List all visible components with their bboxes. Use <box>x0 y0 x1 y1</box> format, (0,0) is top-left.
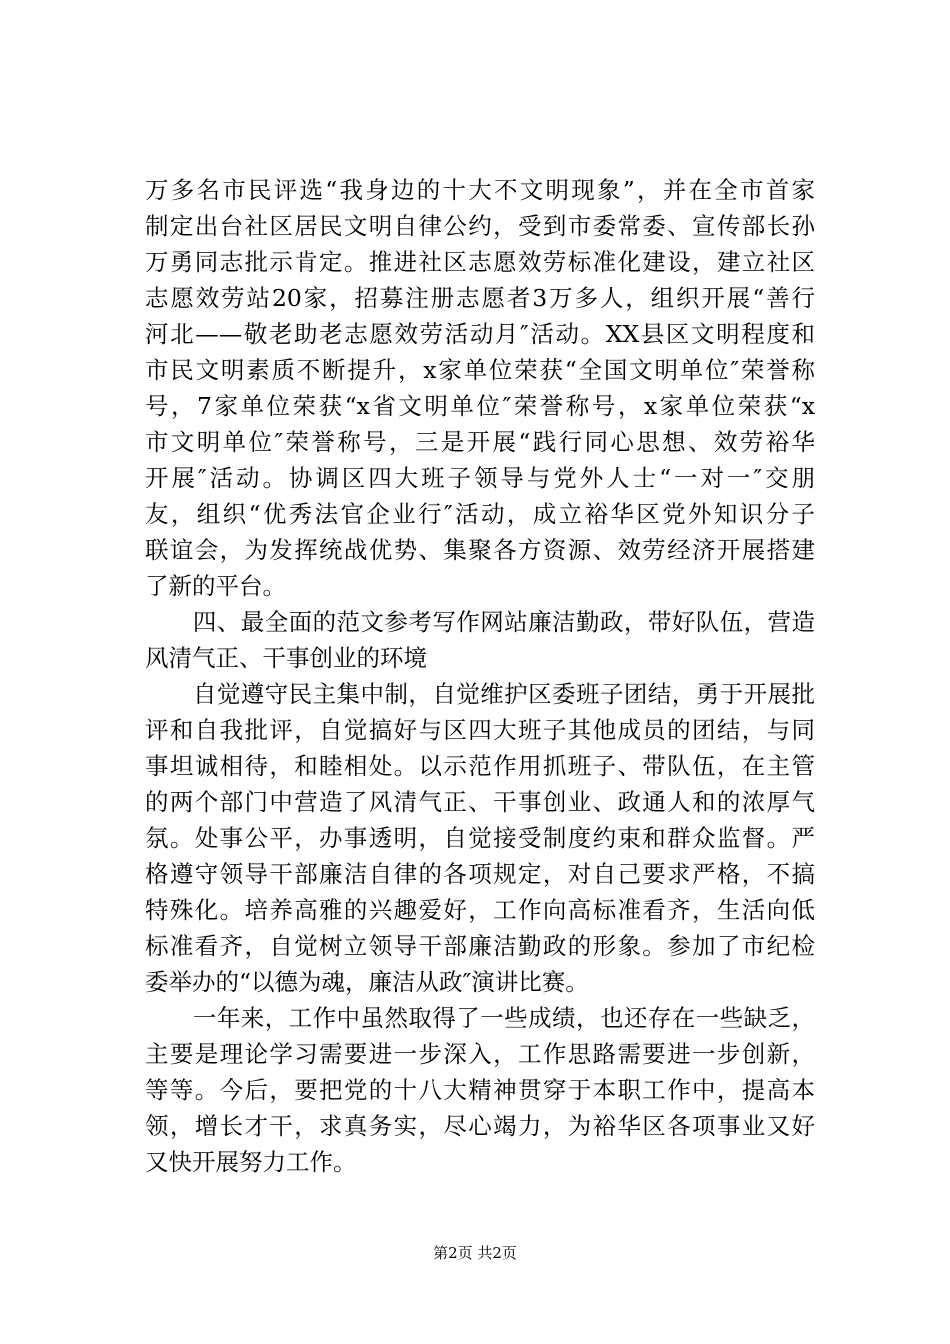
text-line: 标准看齐，自觉树立领导干部廉洁勤政的形象。参加了市纪检 <box>145 932 815 960</box>
text-line: 万勇同志批示肯定。推进社区志愿效劳标准化建设，建立社区 <box>145 248 815 276</box>
text-line: 友，组织“优秀法官企业行″活动，成立裕华区党外知识分子 <box>145 500 815 528</box>
text-line: 氛。处事公平，办事透明，自觉接受制度约束和群众监督。严 <box>145 824 815 852</box>
text-line: 河北——敬老助老志愿效劳活动月″活动。XX县区文明程度和 <box>145 320 815 348</box>
text-line: 风清气正、干事创业的环境 <box>145 644 427 672</box>
text-line: 等等。今后，要把党的十八大精神贯穿于本职工作中，提高本 <box>145 1076 815 1104</box>
text-line: 评和自我批评，自觉搞好与区四大班子其他成员的团结，与同 <box>145 716 815 744</box>
text-line: 市民文明素质不断提升，x家单位荣获“全国文明单位″荣誉称 <box>145 356 815 384</box>
text-line: 委举办的“以德为魂，廉洁从政″演讲比赛。 <box>145 968 589 996</box>
text-line: 又快开展努力工作。 <box>145 1148 357 1176</box>
text-line: 市文明单位″荣誉称号，三是开展“践行同心思想、效劳裕华 <box>145 428 815 456</box>
text-line: 特殊化。培养高雅的兴趣爱好，工作向高标准看齐，生活向低 <box>145 896 815 924</box>
text-line: 领，增长才干，求真务实，尽心竭力，为裕华区各项事业又好 <box>145 1112 815 1140</box>
text-line: 号，7家单位荣获“x省文明单位″荣誉称号，x家单位荣获“x <box>145 392 815 420</box>
document-body <box>145 172 815 1180</box>
text-line: 自觉遵守民主集中制，自觉维护区委班子团结，勇于开展批 <box>145 680 815 708</box>
text-line: 一年来，工作中虽然取得了一些成绩，也还存在一些缺乏， <box>145 1004 815 1032</box>
text-line: 主要是理论学习需要进一步深入，工作思路需要进一步创新， <box>145 1040 815 1068</box>
text-line: 制定出台社区居民文明自律公约，受到市委常委、宣传部长孙 <box>145 212 815 240</box>
text-line: 了新的平台。 <box>145 572 286 600</box>
page-footer: 第2页 共2页 <box>433 1244 517 1262</box>
text-line: 联谊会，为发挥统战优势、集聚各方资源、效劳经济开展搭建 <box>145 536 815 564</box>
text-line: 格遵守领导干部廉洁自律的各项规定，对自己要求严格，不搞 <box>145 860 815 888</box>
text-line: 开展″活动。协调区四大班子领导与党外人士“一对一″交朋 <box>145 464 815 492</box>
text-line: 四、最全面的范文参考写作网站廉洁勤政，带好队伍，营造 <box>145 608 815 636</box>
text-line: 万多名市民评选“我身边的十大不文明现象”，并在全市首家 <box>145 176 815 204</box>
text-line: 事坦诚相待，和睦相处。以示范作用抓班子、带队伍，在主管 <box>145 752 815 780</box>
text-line: 的两个部门中营造了风清气正、干事创业、政通人和的浓厚气 <box>145 788 815 816</box>
text-line: 志愿效劳站20家，招募注册志愿者3万多人，组织开展“善行 <box>145 284 815 312</box>
